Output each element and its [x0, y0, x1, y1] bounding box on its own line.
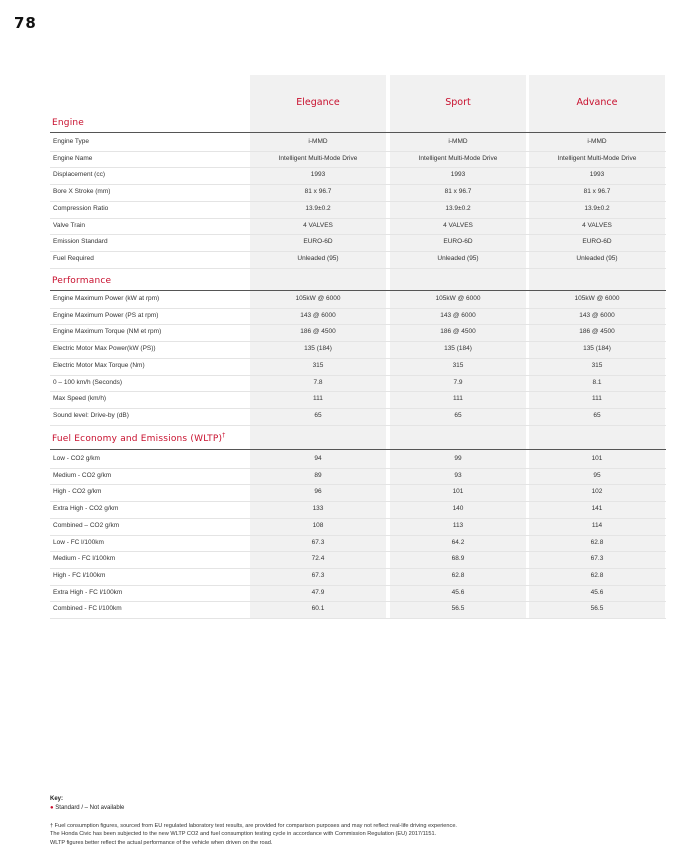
- cell-value: 99: [454, 455, 462, 462]
- table-row: [50, 451, 666, 469]
- key-entry: [50, 804, 124, 813]
- row-label: Engine Maximum Power (kW at rpm): [53, 295, 160, 302]
- table-row: [50, 408, 666, 426]
- table-row: [50, 585, 666, 603]
- section-title: [52, 432, 225, 444]
- cell-value: 102: [591, 488, 603, 496]
- cell-value: 62.8: [590, 571, 604, 579]
- cell-value: 186 @ 4500: [300, 328, 336, 336]
- cell-value: 101: [452, 488, 464, 496]
- cell-value: 111: [592, 395, 602, 403]
- section-title-text: Engine: [52, 118, 85, 128]
- cell-value: 111: [313, 395, 323, 403]
- dagger-mark: †: [222, 432, 226, 439]
- cell-value: 315: [591, 361, 603, 369]
- row-label: Combined – CO2 g/km: [53, 521, 120, 529]
- cell-value: 89: [314, 471, 322, 479]
- table-row: [50, 201, 666, 219]
- cell-value: 65: [593, 411, 601, 419]
- cell-value: 1993: [589, 171, 605, 179]
- row-label: Electric Motor Max Torque (Nm): [53, 361, 145, 369]
- cell-value: 94: [314, 455, 322, 462]
- footnote-line: WLTP figures better reflect the actual performance of the vehicle when driven on the road.: [50, 839, 273, 846]
- cell-value: 186 @ 4500: [579, 328, 615, 336]
- cell-value: 13.9±0.2: [584, 204, 610, 212]
- cell-value: i-MMD: [308, 138, 328, 145]
- cell-value: 4 VALVES: [582, 221, 612, 229]
- footnote-line: The Honda Civic has been subjected to the new WLTP CO2 and fuel consumption testing cycle in accordance with Commission Regulation (EU) 2017/1151.: [50, 831, 437, 838]
- cell-value: 1993: [450, 171, 466, 179]
- cell-value: 45.6: [590, 588, 604, 596]
- row-label: Compression Ratio: [53, 204, 109, 212]
- cell-value: 143 @ 6000: [440, 311, 476, 319]
- section-divider: [50, 132, 666, 133]
- table-row: [50, 308, 666, 326]
- table-row: [50, 151, 666, 169]
- row-label: High - CO2 g/km: [53, 488, 102, 496]
- row-label: Combined - FC l/100km: [53, 605, 122, 613]
- row-label: Fuel Required: [53, 254, 94, 262]
- cell-value: 60.1: [311, 605, 325, 613]
- cell-value: EURO-6D: [582, 238, 612, 246]
- cell-value: 113: [452, 521, 464, 529]
- row-label: Bore X Stroke (mm): [53, 188, 111, 196]
- cell-value: Unleaded (95): [576, 254, 618, 262]
- cell-value: 95: [593, 471, 601, 479]
- table-row: [50, 324, 666, 342]
- cell-value: 56.5: [451, 605, 465, 613]
- cell-value: 141: [591, 505, 603, 513]
- cell-value: 13.9±0.2: [305, 204, 331, 212]
- cell-value: 186 @ 4500: [440, 328, 476, 336]
- row-label: Max Speed (km/h): [53, 395, 107, 403]
- cell-value: 96: [314, 488, 322, 496]
- cell-value: EURO-6D: [443, 238, 473, 246]
- row-label: Electric Motor Max Power(kW (PS)): [53, 345, 156, 353]
- cell-value: 140: [452, 505, 464, 513]
- cell-value: 72.4: [311, 555, 325, 563]
- cell-value: 65: [314, 411, 322, 419]
- column-header-row: [0, 97, 700, 111]
- cell-value: 101: [591, 455, 603, 462]
- page-number: 78: [14, 14, 37, 32]
- table-row: [50, 484, 666, 502]
- cell-value: 67.3: [311, 538, 325, 546]
- cell-value: 81 x 96.7: [444, 188, 472, 196]
- cell-value: 93: [454, 471, 462, 479]
- section-title-text: Fuel Economy and Emissions (WLTP): [52, 434, 223, 444]
- cell-value: 135 (184): [583, 345, 611, 353]
- row-label: Engine Name: [53, 154, 93, 162]
- footnote: [50, 822, 650, 847]
- row-label: Extra High - CO2 g/km: [53, 505, 119, 513]
- cell-value: 4 VALVES: [443, 221, 473, 229]
- table-row: [50, 518, 666, 536]
- cell-value: 135 (184): [444, 345, 472, 353]
- row-label: Sound level: Drive-by (dB): [53, 411, 129, 419]
- cell-value: 143 @ 6000: [579, 311, 615, 319]
- cell-value: 1993: [310, 171, 326, 179]
- table-row: [50, 501, 666, 519]
- cell-value: 315: [312, 361, 324, 369]
- cell-value: 62.8: [451, 571, 465, 579]
- cell-value: 68.9: [451, 555, 465, 563]
- cell-value: 62.8: [590, 538, 604, 546]
- row-label: Extra High - FC l/100km: [53, 588, 123, 596]
- cell-value: Intelligent Multi-Mode Drive: [418, 154, 498, 162]
- cell-value: 56.5: [590, 605, 604, 613]
- cell-value: 67.3: [590, 555, 604, 563]
- row-label: Low - FC l/100km: [53, 538, 104, 546]
- section-title: [52, 116, 84, 128]
- cell-value: Intelligent Multi-Mode Drive: [278, 154, 358, 162]
- cell-value: 143 @ 6000: [300, 311, 336, 319]
- row-label: 0 – 100 km/h (Seconds): [53, 378, 123, 386]
- cell-value: EURO-6D: [303, 238, 333, 246]
- key-title: Key:: [50, 796, 64, 802]
- cell-value: 315: [452, 361, 464, 369]
- cell-value: 8.1: [592, 378, 602, 386]
- row-label: Valve Train: [53, 221, 86, 229]
- column-header-advance: Advance: [576, 97, 618, 108]
- table-row: [50, 234, 666, 252]
- row-label: Displacement (cc): [53, 171, 106, 179]
- table-row: [50, 535, 666, 553]
- cell-value: 111: [453, 395, 463, 403]
- table-row: [50, 341, 666, 359]
- column-header-sport: Sport: [445, 97, 471, 108]
- row-label: Medium - CO2 g/km: [53, 471, 112, 479]
- cell-value: 64.2: [451, 538, 465, 546]
- cell-value: 13.9±0.2: [445, 204, 471, 212]
- cell-value: 105kW @ 6000: [574, 295, 620, 302]
- table-row: [50, 251, 666, 269]
- cell-value: 81 x 96.7: [304, 188, 332, 196]
- footnote-line: † Fuel consumption figures, sourced from EU regulated laboratory test results, are provided for comparison purposes and may not reflect real-life driving experience.: [50, 823, 457, 829]
- cell-value: 4 VALVES: [303, 221, 333, 229]
- cell-value: 45.6: [451, 588, 465, 596]
- cell-value: 47.9: [311, 588, 325, 596]
- table-row: [50, 375, 666, 393]
- row-label: Engine Maximum Torque (NM et rpm): [53, 328, 162, 336]
- table-row: [50, 218, 666, 236]
- key-legend: [50, 795, 124, 813]
- cell-value: Unleaded (95): [437, 254, 479, 262]
- column-header-elegance: Elegance: [296, 97, 340, 108]
- cell-value: 135 (184): [304, 345, 332, 353]
- row-label: Engine Type: [53, 138, 90, 145]
- cell-value: 81 x 96.7: [583, 188, 611, 196]
- cell-value: i-MMD: [448, 138, 468, 145]
- cell-value: 105kW @ 6000: [295, 295, 341, 302]
- table-row: [50, 468, 666, 486]
- row-label: Medium - FC l/100km: [53, 555, 116, 563]
- section-title: [52, 274, 111, 286]
- table-row: [50, 568, 666, 586]
- table-row: [50, 601, 666, 619]
- row-label: Engine Maximum Power (PS at rpm): [53, 311, 159, 319]
- section-divider: [50, 449, 666, 450]
- row-label: High - FC l/100km: [53, 571, 106, 579]
- table-row: [50, 184, 666, 202]
- cell-value: i-MMD: [587, 138, 607, 145]
- section-title-text: Performance: [52, 276, 112, 286]
- cell-value: Unleaded (95): [297, 254, 339, 262]
- row-label: Low - CO2 g/km: [53, 455, 100, 462]
- row-label: Emission Standard: [53, 238, 108, 246]
- cell-value: 65: [454, 411, 462, 419]
- cell-value: 7.8: [313, 378, 323, 386]
- cell-value: Intelligent Multi-Mode Drive: [557, 154, 637, 162]
- cell-value: 105kW @ 6000: [435, 295, 481, 302]
- key-text: Standard / – Not available: [55, 805, 125, 811]
- cell-value: 114: [591, 521, 603, 529]
- table-row: [50, 358, 666, 376]
- table-row: [50, 167, 666, 185]
- standard-dot-icon: ●: [50, 805, 54, 811]
- table-row: [50, 134, 666, 152]
- table-row: [50, 291, 666, 309]
- cell-value: 67.3: [311, 571, 325, 579]
- cell-value: 108: [312, 521, 324, 529]
- table-row: [50, 391, 666, 409]
- cell-value: 7.9: [453, 378, 463, 386]
- table-row: [50, 551, 666, 569]
- cell-value: 133: [312, 505, 324, 513]
